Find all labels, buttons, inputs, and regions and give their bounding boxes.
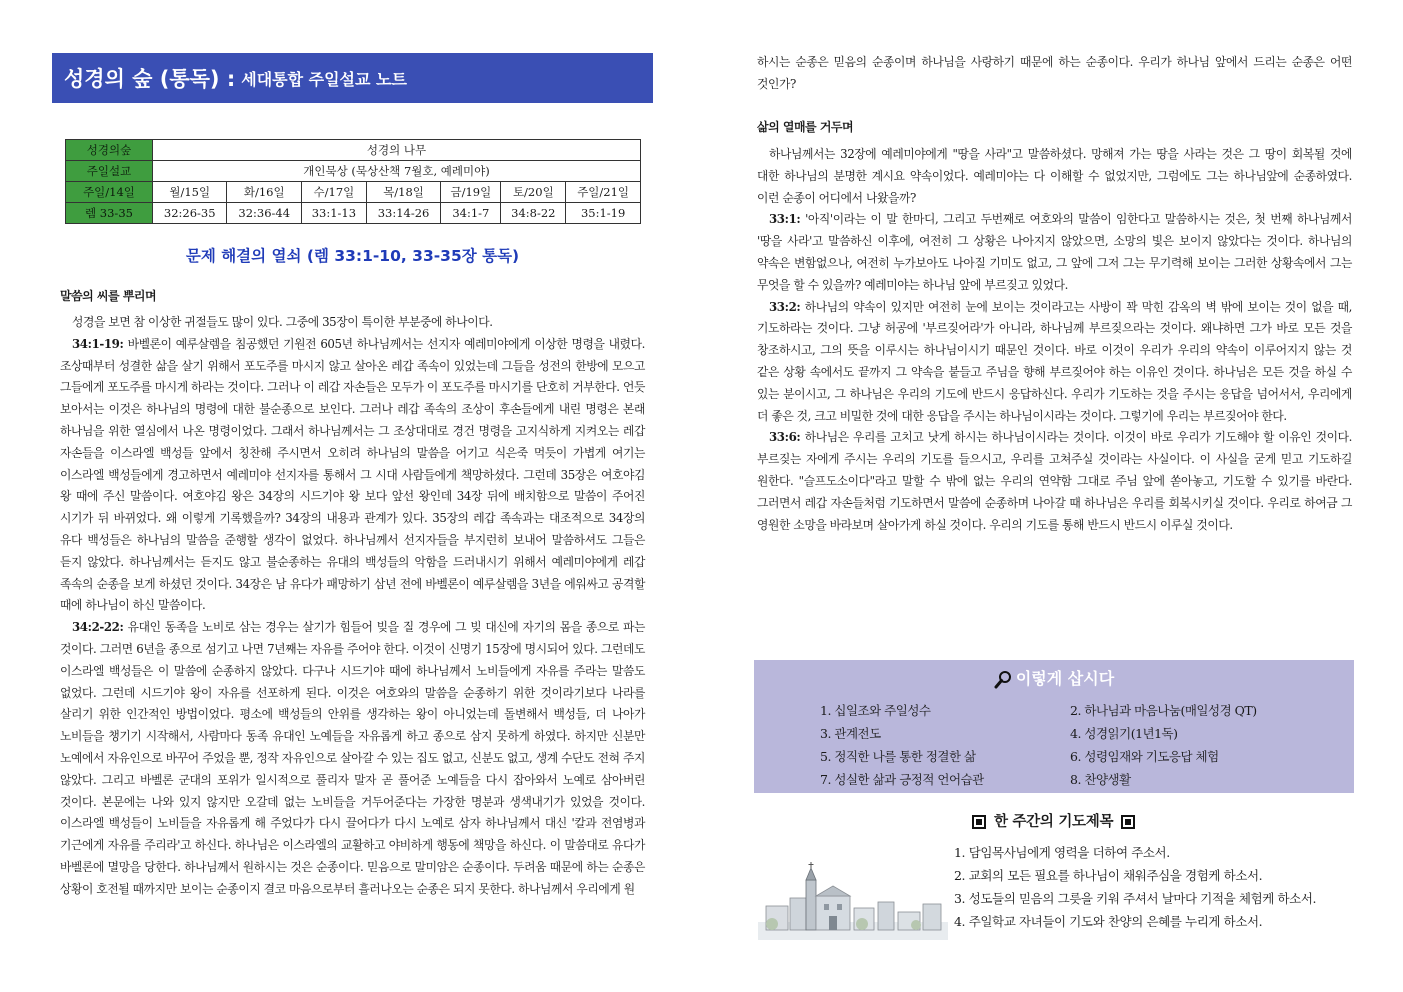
table-cell: 금/19일 [441, 182, 501, 203]
list-item: 4. 성경읽기(1년1독) [1070, 726, 1178, 741]
paragraph-text: 유대인 동족을 노비로 삼는 경우는 살기가 힘들어 빚을 질 경우에 그 빚 대신에 자기의 몸을 종으로 파는 것이다. 그러면 6년을 종으로 섬기고 나면 7년째는 자유를 주어야 한다. 이것이 신명기 15장에 명시되어 있다. 그런데도 이스라엘 백성들은 이 말씀에 순종하지 않았다. 다구나 시드기야 때에 하나님께서 노비들에게 자유를 주라는 말씀도 없었다. 그런데 시드기야 왕이 자유를 선포하게 된다. 이것은 여호와의 말씀을 순종하기 위한 것이라기보다 나라를 살리기 위한 인간적인 방법이었다. 평소에 백성들의 안위를 생각하는 왕이 아니었는데 돌변해서 백성들, 더 나아가 노비들을 챙기기 시작해서, 사람마다 동족 유대인 노예들을 자유롭게 하고 종으로 삼지 못하게 하였다. 하지만 신분만 노예에서 자유인으로 바꾸어 주었을 뿐, 정작 자유인으로 살아갈 수 있는 집도 없고, 신분도 없고, 생계 수단도 전혀 주지 않았다. 그리고 바벨론 군대의 포위가 일시적으로 풀리자 말자 곧 풀어준 노예들을 다시 잡아와서 노예로 삼아버린 것이다. 본문에는 나와 있지 않지만 오갈데 없는 노비들을 거두어준다는 가장한 명분과 생색내기가 있었을 것이다. 이스라엘 백성들이 노비들을 자유롭게 해 주었다가 다시 끌어다가 다시 노예로 삼자 하나님께서 대신 '칼과 전염병과 기근에게 자유를 주리라'고 하신다. 하나님은 이스라엘의 교활하고 야비하게 행동에 책망을 하신다. 이 말씀대로 유다가 바벨론에 멸망을 당한다. 하나님께서 원하시는 것은 순종이다. 믿음으로 말미암은 순종이다. 두려움 때문에 하는 순종은 상황이 호전될 때까지만 보이는 순종이지 결코 마음으로부터 흘러나오는 순종은 되지 못한다. 하나님께서 우리에게 원 [60, 620, 645, 896]
table-row [66, 161, 641, 182]
sermon-title: 문제 해결의 열쇠 (렘 33:1-10, 33-35장 통독) [185, 247, 520, 265]
table-cell: 성경의 나무 [153, 140, 641, 161]
square-bullet-icon [972, 815, 986, 829]
list-item: 3. 성도들의 믿음의 그릇을 키워 주셔서 날마다 기적을 체험케 하소서. [954, 891, 1317, 906]
list-item: 1. 담임목사님에게 영력을 더하여 주소서. [954, 845, 1170, 860]
header-bar [52, 53, 653, 103]
schedule-table [65, 139, 641, 224]
paragraph-text: 하나님은 우리를 고치고 낫게 하시는 하나님이시라는 것이다. 이것이 바로 우리가 기도해야 할 이유인 것이다. 부르짖는 자에게 주시는 우리의 기도를 들으시고, 우리를 고쳐주실 것이라는 사실이다. 이 사실을 굳게 믿고 기도하길 원한다. "슬프도소이다"라고 말할 수 밖에 없는 우리의 연약함 그대로 주님 앞에 쏟아놓고, 기도할 수 있기를 바란다. 그러면서 레갑 자손들처럼 기도하면서 말씀에 순종하며 나아갈 때 하나님은 우리를 회복시키실 것이다. 우리로 하여금 그 영원한 소망을 바라보며 살아가게 하실 것이다. 우리의 기도를 통해 반드시 반드시 이루실 것이다. [757, 430, 1352, 532]
table-cell: 34:8-22 [501, 203, 566, 224]
table-cell: 33:14-26 [366, 203, 440, 224]
table-row [66, 182, 641, 203]
list-item: 4. 주일학교 자녀들이 기도와 찬양의 은혜를 누리게 하소서. [954, 914, 1263, 929]
live-box-title-text: 이렇게 삽시다 [1015, 669, 1115, 688]
table-cell: 화/16일 [227, 182, 301, 203]
table-cell: 개인묵상 (묵상산책 7월호, 예레미야) [153, 161, 641, 182]
section1-body [60, 312, 645, 901]
paragraph: 하시는 순종은 믿음의 순종이며 하나님을 사랑하기 때문에 하는 순종이다. 우리가 하나님 앞에서 드리는 순종은 어떤 것인가? [757, 55, 1352, 91]
prayer-title [972, 810, 1143, 831]
table-cell: 35:1-19 [566, 203, 641, 224]
verse-ref: 34:2-22: [72, 620, 124, 635]
list-item: 7. 성실한 삶과 긍정적 언어습관 [820, 772, 984, 787]
table-cell: 수/17일 [301, 182, 366, 203]
prayer-title-text: 한 주간의 기도제목 [994, 814, 1114, 830]
list-item: 5. 정직한 나를 통한 정결한 삶 [820, 749, 976, 764]
table-cell: 32:26-35 [153, 203, 227, 224]
table-cell: 토/20일 [501, 182, 566, 203]
magnifier-icon [994, 670, 1012, 690]
live-box [754, 660, 1354, 793]
list-item: 2. 교회의 모든 필요를 하나님이 채워주심을 경험케 하소서. [954, 868, 1263, 883]
list-item: 6. 성령임재와 기도응답 체험 [1070, 749, 1219, 764]
list-item: 1. 십일조와 주일성수 [820, 703, 931, 718]
table-cell: 성경의숲 [66, 140, 153, 161]
square-bullet-icon [1121, 815, 1135, 829]
table-cell: 월/15일 [153, 182, 227, 203]
verse-ref: 34:1-19: [72, 336, 124, 351]
section2-body [757, 144, 1352, 536]
header-subtitle: 세대통합 주일설교 노트 [241, 69, 407, 89]
church-illustration [758, 862, 948, 940]
paragraph-text: '아직'이라는 이 말 한마디, 그리고 두번째로 여호와의 말씀이 임한다고 말씀하시는 것은, 첫 번째 하나님께서 '땅을 사라'고 말씀하신 이후에, 여전히 그 상황은 나아지지 않았으면, 소망의 빛은 보이지 않았다는 것이다. 하나님의 약속은 변함없으나, 여전히 누가보아도 나아질 기미도 없고, 그 앞에 그저 그는 무기력해 보이는 그러한 상황속에서 그는 무엇을 할 수 있을까? 예레미야는 하나님 앞에 부르짖고 있었다. [757, 212, 1352, 292]
paragraph [757, 209, 1352, 296]
list-item: 3. 관계전도 [820, 726, 881, 741]
table-cell: 33:1-13 [301, 203, 366, 224]
table-row [66, 140, 641, 161]
table-row [66, 203, 641, 224]
live-box-title [754, 666, 1354, 690]
verse-ref: 33:1: [769, 212, 801, 227]
table-cell: 34:1-7 [441, 203, 501, 224]
paragraph-text: 하나님의 약속이 있지만 여전히 눈에 보이는 것이라고는 사방이 꽉 막힌 감옥의 벽 밖에 보이는 것이 없을 때, 기도하라는 것이다. 그냥 허공에 '부르짖어라'가 아니라, 하나님께 부르짖으라는 것이다. 왜냐하면 그가 바로 모든 것을 창조하시고, 그의 뜻을 이루시는 하나님이시기 때문인 것이다. 바로 이것이 우리가 우리의 약속이 이루어지지 않는 것 같은 상황 속에서도 끝까지 그 약속을 붙들고 주님을 향해 부르짖어야 하는 이유인 것이다. 하나님은 모든 것을 하실 수 있는 분이시고, 그 하나님은 우리의 기도에 반드시 응답하신다. 우리가 기도하는 것을 주시는 응답을 넘어서서, 우리에게 더 좋은 것, 크고 비밀한 것에 대한 응답을 주시는 하나님이시라는 것이다. 그렇기에 우리는 부르짖어야 한다. [757, 299, 1352, 423]
table-cell: 주일/21일 [566, 182, 641, 203]
table-cell: 목/18일 [366, 182, 440, 203]
table-cell: 주일설교 [66, 161, 153, 182]
paragraph: 성경을 보면 참 이상한 귀절들도 많이 있다. 그중에 35장이 특이한 부분중에 하나이다. [72, 315, 493, 329]
paragraph [757, 297, 1352, 428]
section-heading: 말씀의 씨를 뿌리며 [60, 289, 157, 303]
table-cell: 렘 33-35 [66, 203, 153, 224]
paragraph-text: 바벨론이 예루살렘을 침공했던 기원전 605년 하나님께서는 선지자 예레미야에게 이상한 명령을 내렸다. 조상때부터 성결한 삶을 살기 위해서 포도주를 마시지 않고 살아온 레갑 족속이 있었는데 그들을 성전의 한방에 모으고 그들에게 포도주를 마시게 하라는 것이다. 그러나 이 레갑 자손들은 모두가 이 포도주를 마시기를 단호히 거부한다. 언듯 보아서는 이것은 하나님의 명령에 대한 불순종으로 보인다. 그러나 레갑 족속의 조상이 후손들에게 내린 명령은 본래 하나님을 위한 열심에서 나온 명령이었다. 그래서 하나님께서는 그 조상대대로 경건 명령을 고지식하게 지켜오는 레갑 자손들을 이스라엘 백성들 앞에서 칭찬해 주시면서 오히려 하나님의 말씀을 어기고 식은죽 먹듯이 가볍게 여기는 이스라엘 백성들에게 경고하면서 예레미야 선지자를 통해서 그 시대 사람들에게 책망하셨다. 그런데 35장은 여호야김 왕 때에 주신 말씀이다. 여호야김 왕은 34장의 시드기야 왕 보다 앞선 왕인데 34장 뒤에 배치함으로 말씀이 주어진 시기가 뒤 바뀌었다. 왜 이렇게 기록했을까? 34장의 내용과 관계가 있다. 35장의 레갑 족속과는 대조적으로 34장의 유다 백성들은 하나님의 말씀을 준행할 생각이 없었다. 하나님께서 선지자들을 부지런히 보내어 말씀하셔도 그들은 듣지 않았다. 하나님께서는 듣지도 않고 불순종하는 유대의 백성들의 악함을 드러내시기 위해서 예레미야에게 레갑 족속의 순종을 보게 하셨던 것이다. 34장은 남 유다가 패망하기 삼년 전에 바벨론이 예루살렘을 3년을 에워싸고 공격할 때에 하나님이 하신 말씀이다. [60, 336, 645, 613]
paragraph: 하나님께서는 32장에 예레미야에게 "땅을 사라"고 말씀하셨다. 망해져 가는 땅을 사라는 것은 그 땅이 회복될 것에 대한 하나님의 분명한 계시요 약속이었다. 예레미야는 다 이해할 수 없었지만, 그럼에도 그는 하나님앞에 순종하였다. 이런 순종이 어디에서 나왔을까? [757, 147, 1352, 205]
paragraph [60, 334, 645, 617]
list-item: 2. 하나님과 마음나눔(매일성경 QT) [1070, 703, 1257, 718]
table-cell: 주일/14일 [66, 182, 153, 203]
section-heading: 삶의 열매를 거두며 [757, 120, 854, 134]
header-title: 성경의 숲 (통독) : [64, 67, 236, 91]
verse-ref: 33:6: [769, 430, 801, 445]
continued-text [757, 52, 1352, 96]
table-cell: 32:36-44 [227, 203, 301, 224]
paragraph [757, 427, 1352, 536]
verse-ref: 33:2: [769, 299, 801, 314]
list-item: 8. 찬양생활 [1070, 772, 1131, 787]
paragraph [60, 617, 645, 900]
